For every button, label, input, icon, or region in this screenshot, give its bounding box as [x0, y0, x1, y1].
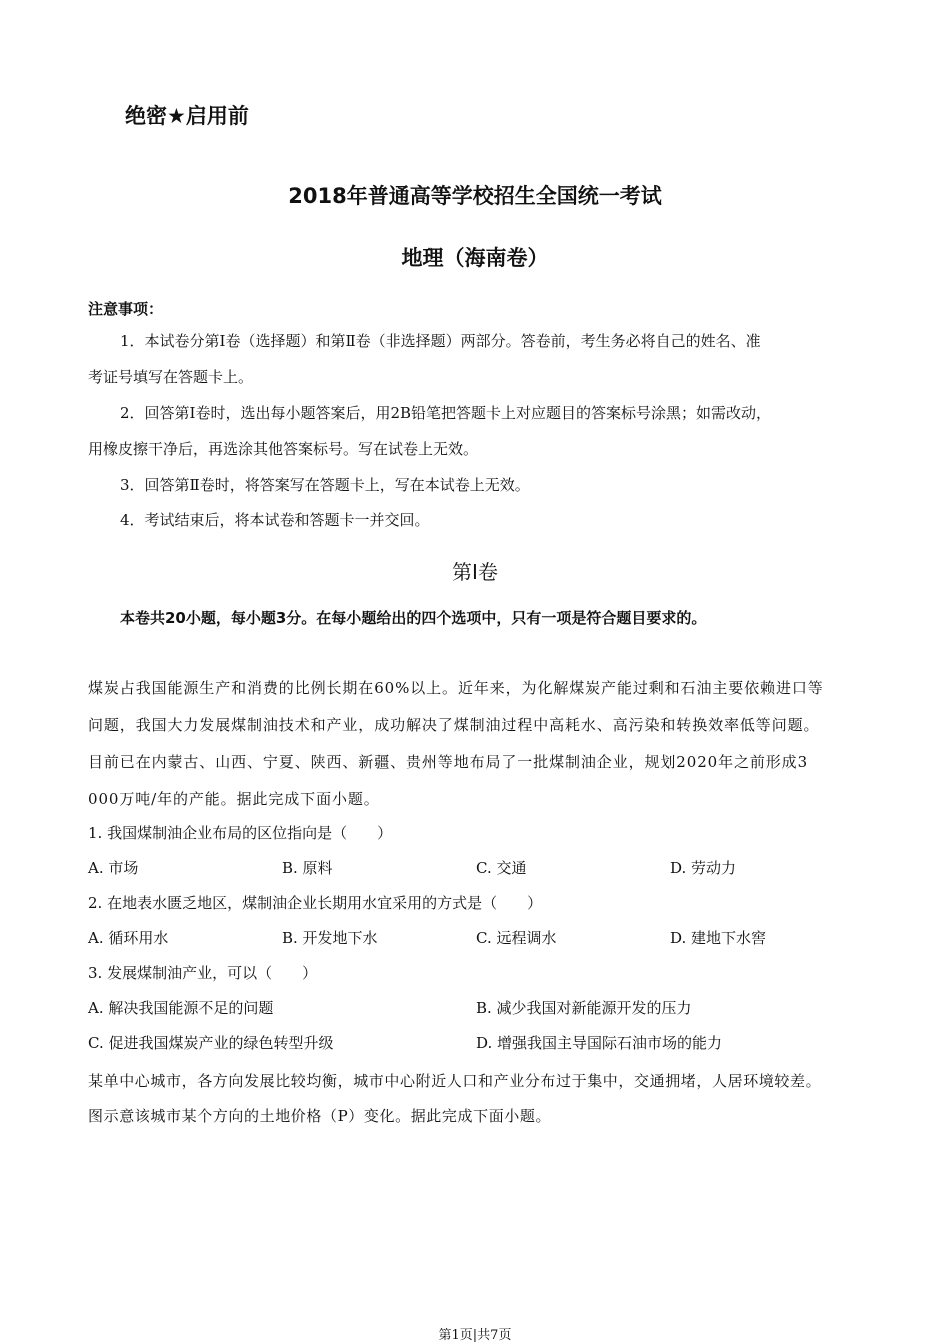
- question-1-option-a: A. 市场: [88, 859, 139, 877]
- question-2-stem: 2. 在地表水匮乏地区，煤制油企业长期用水宜采用的方式是（ ）: [88, 894, 543, 912]
- notes-heading: 注意事项：: [88, 300, 164, 318]
- note-line-4: 4．考试结束后，将本试卷和答题卡一并交回。: [120, 511, 430, 529]
- passage1-line-4: 000万吨/年的产能。据此完成下面小题。: [88, 790, 380, 808]
- section-title: 第Ⅰ卷: [452, 560, 498, 584]
- question-1-option-d: D. 劳动力: [670, 859, 737, 877]
- question-1-stem: 1. 我国煤制油企业布局的区位指向是（ ）: [88, 824, 393, 842]
- passage2-line-1: 某单中心城市，各方向发展比较均衡，城市中心附近人口和产业分布过于集中，交通拥堵，人居环境较差。: [88, 1072, 822, 1090]
- passage1-line-3: 目前已在内蒙古、山西、宁夏、陕西、新疆、贵州等地布局了一批煤制油企业，规划2020年之前形成3: [88, 753, 809, 771]
- note-line-1: 1．本试卷分第Ⅰ卷（选择题）和第Ⅱ卷（非选择题）两部分。答卷前，考生务必将自己的姓名、准: [120, 332, 761, 350]
- question-1-option-c: C. 交通: [476, 859, 527, 877]
- question-1-option-b: B. 原料: [282, 859, 333, 877]
- question-3-option-d: D. 增强我国主导国际石油市场的能力: [476, 1034, 723, 1052]
- passage2-line-2: 图示意该城市某个方向的土地价格（P）变化。据此完成下面小题。: [88, 1107, 552, 1125]
- passage1-line-2: 问题，我国大力发展煤制油技术和产业，成功解决了煤制油过程中高耗水、高污染和转换效率低等问题。: [88, 716, 820, 734]
- page-footer: 第1页|共7页: [438, 1328, 512, 1343]
- question-3-stem: 3. 发展煤制油产业，可以（ ）: [88, 964, 318, 982]
- question-2-option-c: C. 远程调水: [476, 929, 557, 947]
- note-line-3: 3．回答第Ⅱ卷时，将答案写在答题卡上，写在本试卷上无效。: [120, 476, 530, 494]
- section-instruction: 本卷共20小题，每小题3分。在每小题给出的四个选项中，只有一项是符合题目要求的。: [120, 609, 707, 627]
- exam-title: 2018年普通高等学校招生全国统一考试: [288, 184, 662, 208]
- question-3-option-c: C. 促进我国煤炭产业的绿色转型升级: [88, 1034, 334, 1052]
- confidential-mark: 绝密★启用前: [125, 104, 249, 128]
- note-line-1-cont: 考证号填写在答题卡上。: [88, 368, 254, 386]
- exam-subtitle: 地理（海南卷）: [401, 246, 549, 270]
- question-3-option-b: B. 减少我国对新能源开发的压力: [476, 999, 692, 1017]
- note-line-2: 2．回答第Ⅰ卷时，选出每小题答案后，用2B铅笔把答题卡上对应题目的答案标号涂黑；如需改动，: [120, 404, 772, 422]
- question-2-option-d: D. 建地下水窖: [670, 929, 767, 947]
- passage1-line-1: 煤炭占我国能源生产和消费的比例长期在60%以上。近年来，为化解煤炭产能过剩和石油主要依赖进口等: [88, 679, 824, 697]
- question-2-option-b: B. 开发地下水: [282, 929, 378, 947]
- question-2-option-a: A. 循环用水: [88, 929, 169, 947]
- note-line-2-cont: 用橡皮擦干净后，再选涂其他答案标号。写在试卷上无效。: [88, 440, 479, 458]
- question-3-option-a: A. 解决我国能源不足的问题: [88, 999, 274, 1017]
